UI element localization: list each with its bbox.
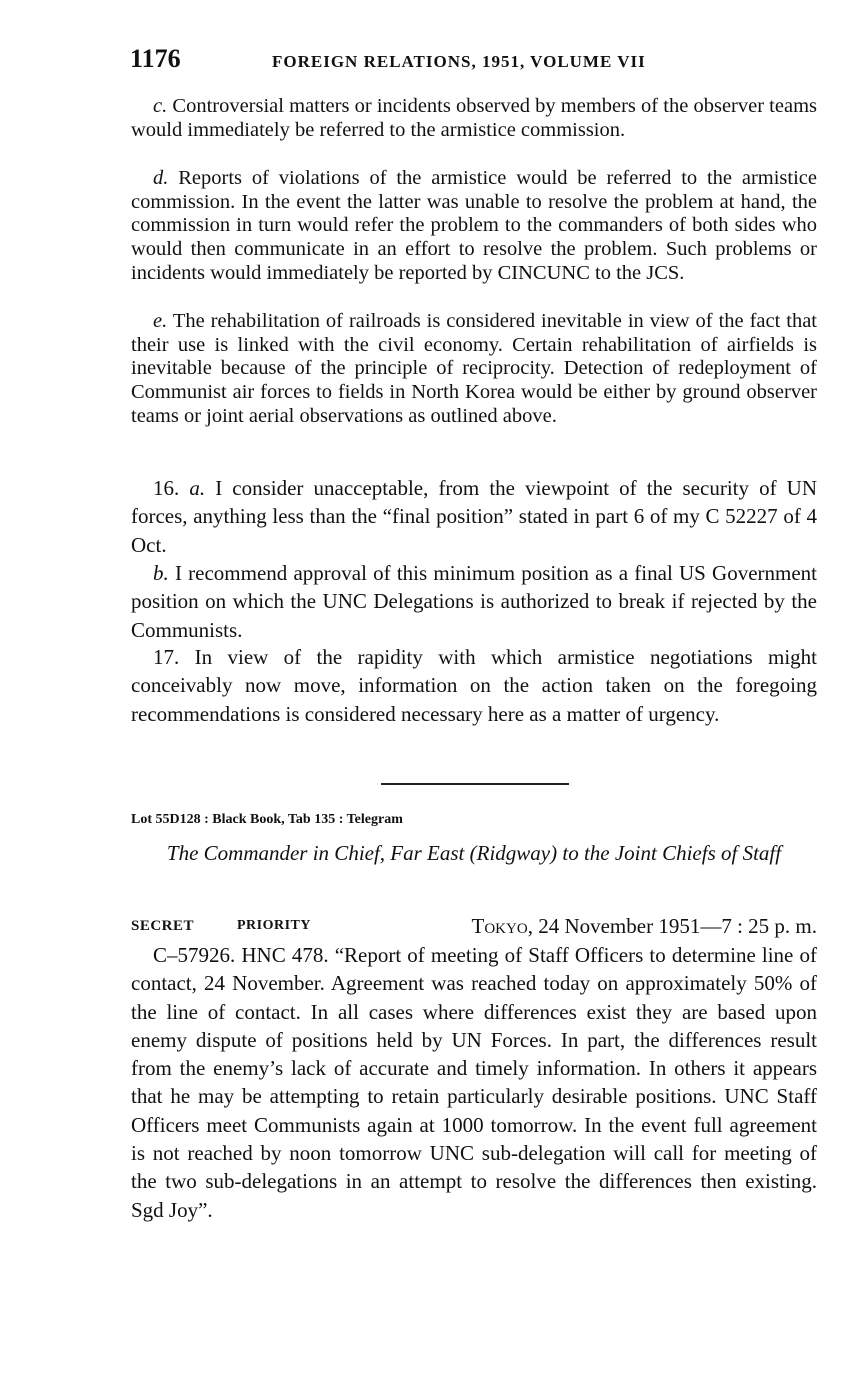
running-head: FOREIGN RELATIONS, 1951, VOLUME VII bbox=[272, 52, 646, 71]
paragraph-16a-text: I consider unacceptable, from the viewpoint of the security of UN forces, anything less than the “final position” stated in part 6 of my C 52227 of 4 Oct. bbox=[131, 476, 817, 557]
page-number: 1176 bbox=[130, 44, 181, 73]
section-divider bbox=[381, 783, 569, 785]
paragraph-c-text: Controversial matters or incidents observed by members of the observer teams would immediately be referred to the armistice commission. bbox=[131, 95, 818, 141]
item-label-d: d. bbox=[153, 167, 169, 189]
item-label-c: c. bbox=[153, 95, 168, 117]
source-note: Lot 55D128 : Black Book, Tab 135 : Telegram bbox=[131, 812, 403, 827]
item-label-e: e. bbox=[153, 310, 168, 332]
item-label-16b: b. bbox=[153, 561, 169, 585]
item-label-16a: a. bbox=[189, 476, 206, 500]
paragraph-17: 17. In view of the rapidity with which armistice negotiations might conceivably now move, information on the action taken on the foregoing recommendations is considered necessary here as a matter of urgency. bbox=[131, 645, 817, 726]
paragraph-e bbox=[131, 310, 817, 429]
place-name: Tokyo bbox=[471, 914, 528, 938]
precedence-label: PRIORITY bbox=[237, 918, 312, 933]
paragraph-16-number: 16. bbox=[153, 476, 180, 500]
date-time: , 24 November 1951—7 : 25 p. m. bbox=[527, 914, 817, 938]
paragraph-16a bbox=[131, 474, 817, 559]
dateline bbox=[131, 914, 817, 942]
telegram-body: C–57926. HNC 478. “Report of meeting of Staff Officers to determine line of contact, 24 November. Agreement was reached today on approximately 50% of the line of contact. In all cases where differences exist they are based upon enemy dispute of positions held by UN Forces. In part, the differences result from the enemy’s lack of accurate and timely information. In others it appears that he may be attempting to retain particularly desirable positions. UNC Staff Officers meet Communists again at 1000 tomorrow. In the event full agreement is not reached by noon tomorrow UNC sub-delegation will call for meeting of the two sub-delegations in an attempt to resolve the differences then existing. Sgd Joy”. bbox=[131, 943, 817, 1222]
paragraph-c bbox=[131, 95, 817, 142]
place-date bbox=[472, 914, 817, 939]
paragraph-16b-text: I recommend approval of this minimum position as a final US Government position on which the UNC Delegations is authorized to break if rejected by the Communists. bbox=[131, 561, 817, 642]
page-header bbox=[130, 44, 830, 78]
paragraph-e-text: The rehabilitation of railroads is considered inevitable in view of the fact that their use is linked with the civil economy. Certain rehabilitation of airfields is inevitable because of the principle of reciprocity. Detection of redeployment of Communist air forces to fields in North Korea would be either by ground observer teams or joint aerial observations as outlined above. bbox=[131, 310, 817, 427]
document-title: The Commander in Chief, Far East (Ridgway) to the Joint Chiefs of Staff bbox=[166, 841, 782, 865]
paragraph-16b bbox=[131, 559, 817, 644]
classification-label: SECRET bbox=[131, 918, 195, 934]
paragraph-d-text: Reports of violations of the armistice would be referred to the armistice commission. In the event the latter was unable to resolve the problem at hand, the commission in turn would refer the problem to the commanders of both sides who would then communicate in an effort to resolve the problem. Such problems or incidents would immediately be reported by CINCUNC to the JCS. bbox=[131, 167, 817, 284]
paragraph-d bbox=[131, 167, 817, 286]
